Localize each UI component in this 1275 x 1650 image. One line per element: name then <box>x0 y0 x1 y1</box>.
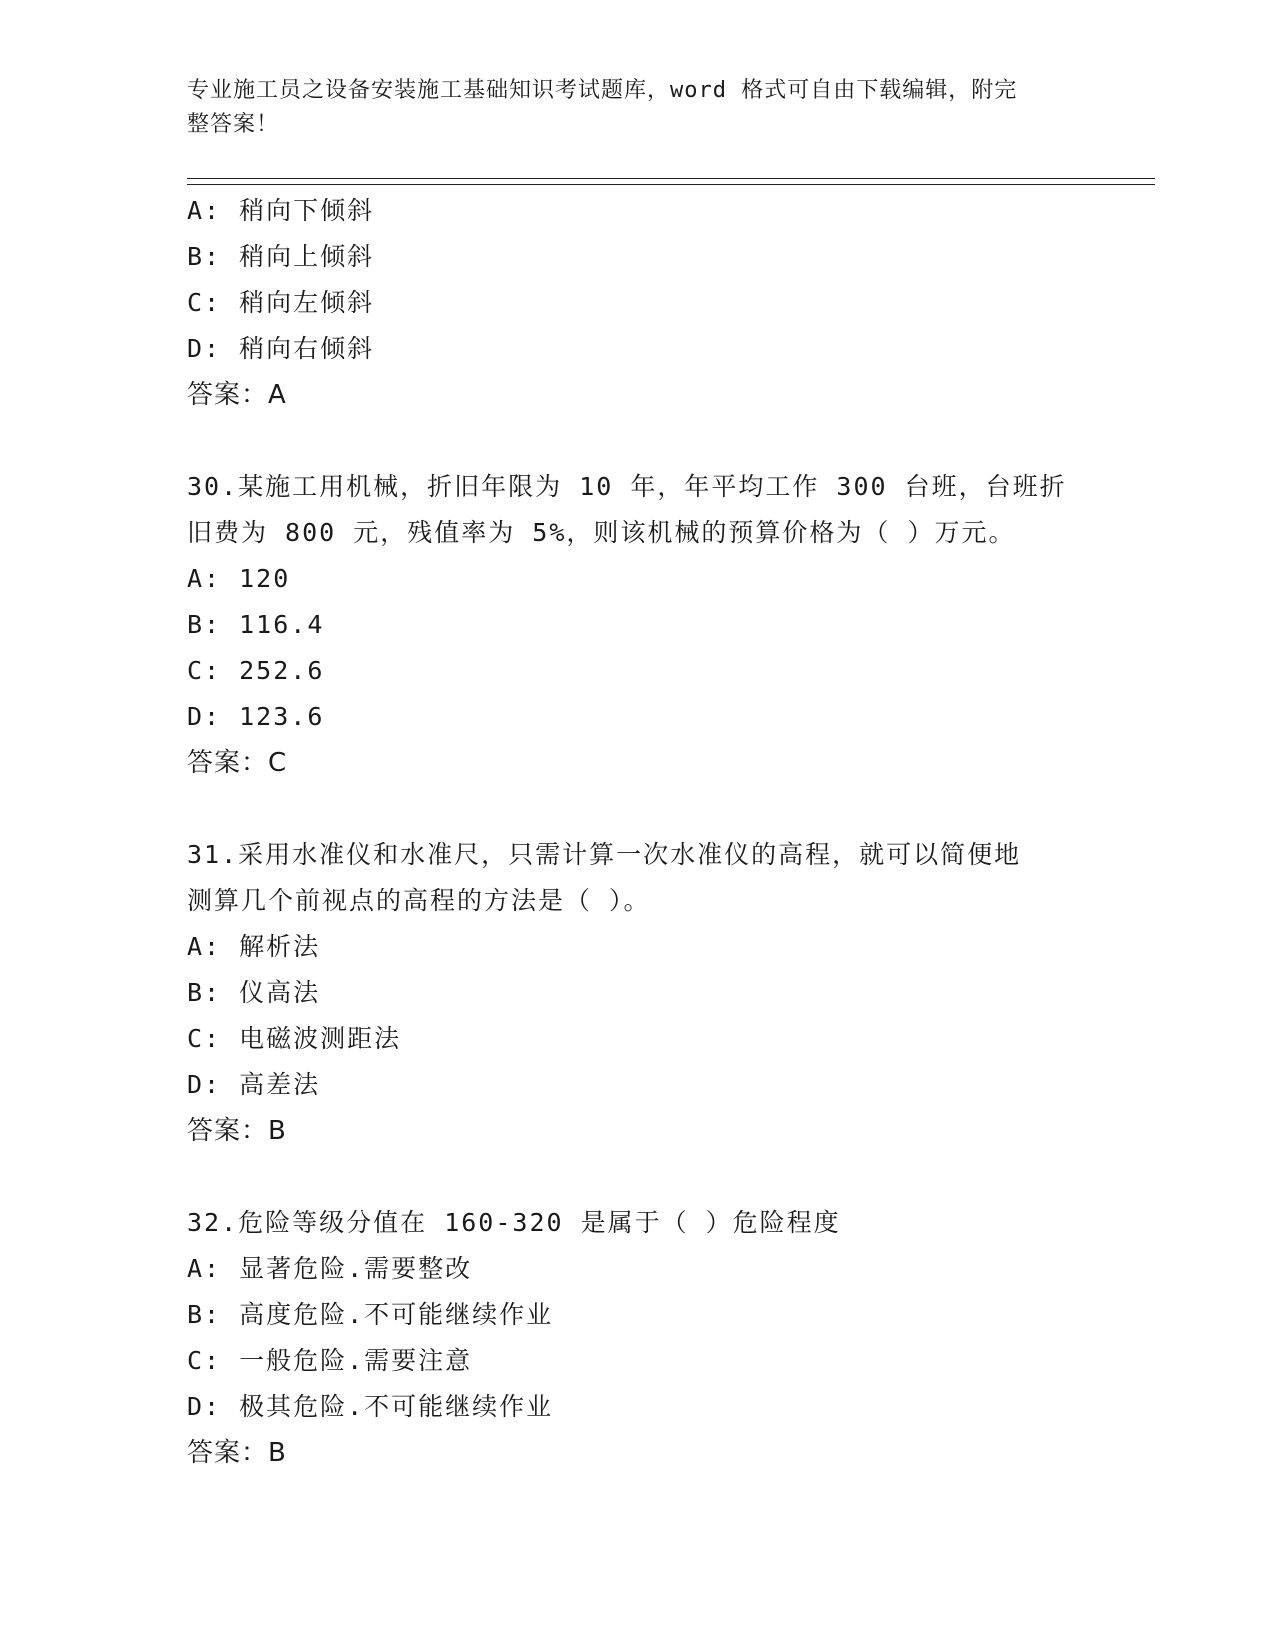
option-b: B: 稍向上倾斜 <box>187 242 375 271</box>
answer-line: 答案：B <box>187 1116 287 1146</box>
option-b: B: 116.4 <box>187 610 325 639</box>
option-d: D: 稍向右倾斜 <box>187 334 375 363</box>
option-c: C: 252.6 <box>187 656 325 685</box>
question-30 <box>187 464 1155 786</box>
option-c: C: 稍向左倾斜 <box>187 288 375 317</box>
header-title-line-1: 专业施工员之设备安装施工基础知识考试题库，word 格式可自由下载编辑，附完 <box>187 78 1018 103</box>
option-d: D: 极其危险.不可能继续作业 <box>187 1392 554 1421</box>
option-c: C: 一般危险.需要注意 <box>187 1346 473 1375</box>
answer-line: 答案：C <box>187 748 288 778</box>
page-header <box>187 74 1067 142</box>
option-d: D: 123.6 <box>187 702 325 731</box>
document-page <box>187 0 1157 1650</box>
question-stem-line-1: 32.危险等级分值在 160-320 是属于（ ）危险程度 <box>187 1208 841 1237</box>
option-b: B: 高度危险.不可能继续作业 <box>187 1300 554 1329</box>
question-32 <box>187 1200 1155 1476</box>
option-a: A: 120 <box>187 564 291 593</box>
option-c: C: 电磁波测距法 <box>187 1024 402 1053</box>
question-29-continued <box>187 188 1155 418</box>
option-a: A: 解析法 <box>187 932 321 961</box>
answer-line: 答案：B <box>187 1438 287 1468</box>
question-31 <box>187 832 1155 1154</box>
option-b: B: 仪高法 <box>187 978 321 1007</box>
answer-line: 答案：A <box>187 380 287 410</box>
question-stem-line-1: 31.采用水准仪和水准尺，只需计算一次水准仪的高程，就可以简便地 <box>187 840 1022 869</box>
header-title-line-2: 整答案！ <box>187 112 280 137</box>
question-stem-line-1: 30.某施工用机械，折旧年限为 10 年，年平均工作 300 台班，台班折 <box>187 472 1067 501</box>
option-a: A: 稍向下倾斜 <box>187 196 375 225</box>
question-stem-line-2: 旧费为 800 元，残值率为 5%，则该机械的预算价格为（ ）万元。 <box>187 518 1016 547</box>
question-stem-line-2: 测算几个前视点的高程的方法是（ ）。 <box>187 886 651 915</box>
question-list <box>187 188 1155 1476</box>
option-d: D: 高差法 <box>187 1070 321 1099</box>
option-a: A: 显著危险.需要整改 <box>187 1254 473 1283</box>
header-divider <box>187 178 1155 185</box>
